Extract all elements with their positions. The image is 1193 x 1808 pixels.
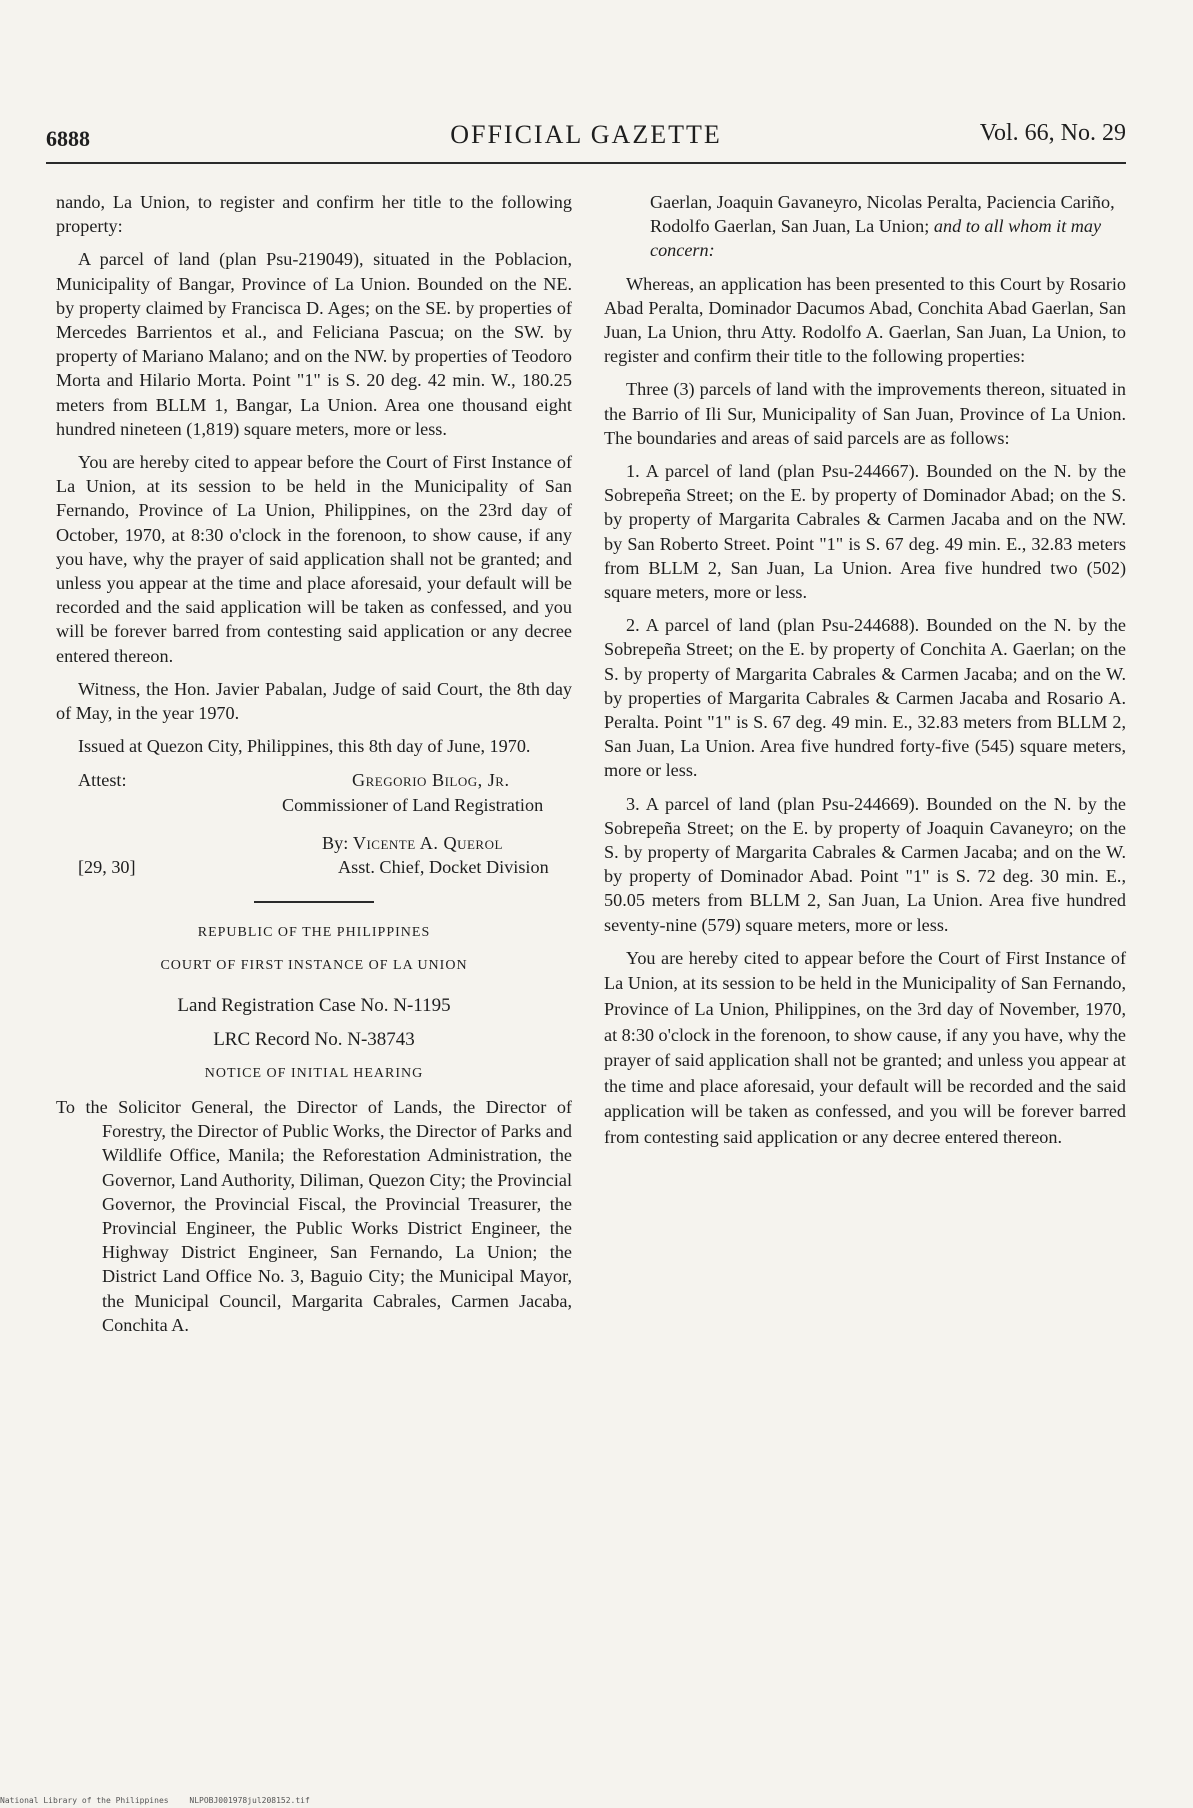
- attest-label: Attest:: [78, 770, 127, 791]
- addressees-names: Gaerlan, Joaquin Gavaneyro, Nicolas Peralta, Paciencia Cariño, Rodolfo Gaerlan, San Juan, La Union;: [650, 192, 1115, 237]
- addressees-continued: [604, 190, 1126, 263]
- paragraph-parcel-2: 2. A parcel of land (plan Psu-244688). Bounded on the N. by the Sobrepeña Street; on the E. by property of Conchita A. Gaerlan; on the S. by property of Margarita Cabrales & Carmen Jacaba; and on the W. by properties of Margarita Cabrales & Carmen Jacaba and Rosario A. Peralta. Point "1" is S. 67 deg. 49 min. E., 32.83 meters from BLLM 2, San Juan, La Union. Area five hundred forty-five (545) square meters, more or less.: [604, 615, 1126, 781]
- page-number: 6888: [46, 126, 90, 151]
- library-stamp: National Library of the Philippines: [0, 1796, 169, 1805]
- signer-1: [282, 768, 572, 816]
- attest-block: [56, 768, 572, 816]
- header-rule: [46, 162, 1126, 164]
- republic-caption: REPUBLIC OF THE PHILIPPINES: [197, 925, 431, 941]
- paragraph-issued: Issued at Quezon City, Philippines, this 8th day of June, 1970.: [78, 736, 531, 757]
- signer-1-name: Gregorio Bilog, Jr.: [352, 770, 510, 791]
- signer-2-name: Vicente A. Querol: [352, 832, 503, 853]
- by-prefix: By:: [322, 832, 349, 853]
- signer-1-title: Commissioner of Land Registration: [282, 794, 544, 815]
- signer-2: [282, 831, 572, 879]
- paragraph-parcels-intro: Three (3) parcels of land with the improvements thereon, situated in the Barrio of Ili Sur, Municipality of San Juan, Province of La Union. The boundaries and areas of said parcels are as follows:: [604, 379, 1126, 448]
- by-block: [56, 831, 572, 879]
- case-number: Land Registration Case No. N-1195: [177, 994, 451, 1016]
- file-stamp: NLPOBJ001978jul208152.tif: [189, 1796, 310, 1805]
- lrc-record: LRC Record No. N-38743: [213, 1028, 415, 1050]
- court-caption: COURT OF FIRST INSTANCE OF LA UNION: [160, 958, 468, 974]
- issue-reference: [29, 30]: [78, 856, 136, 877]
- paragraph-citation-2: You are hereby cited to appear before the Court of First Instance of La Union, at its session to be held in the Municipality of San Fernando, Province of La Union, Philippines, on the 3rd day of November, 1970, at 8:30 o'clock in the forenoon, to show cause, if any you have, why the prayer of said application shall not be granted; and unless you appear at the time and place aforesaid, your default will be recorded and the said application will be taken as confessed, and you will be forever barred from contesting said application or any decree entered thereon.: [604, 947, 1126, 1148]
- volume-issue: Vol. 66, No. 29: [979, 120, 1126, 146]
- notice-title: NOTICE OF INITIAL HEARING: [204, 1065, 424, 1081]
- paragraph-parcel-3: 3. A parcel of land (plan Psu-244669). Bounded on the N. by the Sobrepeña Street; on the E. by property of Joaquin Cavaneyro; on the S. by property of Margarita Cabrales & Carmen Jacaba; and on the W. by property of Dominador Abad. Point "1" is S. 72 deg. 30 min. E., 50.05 meters from BLLM 2, San Juan, La Union. Area five hundred seventy-nine (579) square meters, more or less.: [604, 793, 1126, 935]
- paragraph-parcel-1: 1. A parcel of land (plan Psu-244667). Bounded on the N. by the Sobrepeña Street; on the E. by property of Dominador Abad; on the S. by property of Margarita Cabrales & Carmen Jacaba and on the NW. by San Roberto Street. Point "1" is S. 67 deg. 49 min. E., 32.83 meters from BLLM 2, San Juan, La Union. Area five hundred two (502) square meters, more or less.: [604, 461, 1126, 603]
- paragraph-parcel: A parcel of land (plan Psu-219049), situated in the Poblacion, Municipality of Bangar, Province of La Union. Bounded on the NE. by property claimed by Francisca D. Ages; on the SE. by properties of Mercedes Barrientos et al., and Feliciana Pascua; on the SW. by property of Mariano Malano; and on the NW. by properties of Teodoro Morta and Hilario Morta. Point "1" is S. 20 deg. 42 min. W., 180.25 meters from BLLM 1, Bangar, La Union. Area one thousand eight hundred nineteen (1,819) square meters, more or less.: [56, 249, 572, 439]
- gazette-title: OFFICIAL GAZETTE: [450, 120, 722, 149]
- paragraph-whereas: Whereas, an application has been presented to this Court by Rosario Abad Peralta, Dominador Dacumos Abad, Conchita Abad Gaerlan, San Juan, La Union, thru Atty. Rodolfo A. Gaerlan, San Juan, La Union, to register and confirm their title to the following properties:: [604, 273, 1126, 367]
- addressees-tail: and to all whom it may concern:: [650, 216, 1102, 261]
- paragraph-citation: You are hereby cited to appear before the Court of First Instance of La Union, at its session to be held in the Municipality of San Fernando, Province of La Union, Philippines, on the 23rd day of October, 1970, at 8:30 o'clock in the forenoon, to show cause, if any you have, why the prayer of said application shall not be granted; and unless you appear at the time and place aforesaid, your default will be recorded and the said application will be taken as confessed, and you will be forever barred from contesting said application or any decree entered thereon.: [56, 452, 572, 666]
- scan-footer: [0, 1796, 326, 1805]
- paragraph-witness: Witness, the Hon. Javier Pabalan, Judge of said Court, the 8th day of May, in the year 1970.: [56, 678, 572, 724]
- paragraph: nando, La Union, to register and confirm her title to the following property:: [56, 192, 572, 237]
- right-column: [604, 190, 1126, 1160]
- page-header: [46, 112, 1126, 162]
- section-divider: [254, 901, 374, 903]
- signer-2-title: Asst. Chief, Docket Division: [338, 857, 549, 878]
- addressees: To the Solicitor General, the Director of Lands, the Director of Forestry, the Director of Public Works, the Director of Parks and Wildlife Office, Manila; the Reforestation Administration, the Governor, Land Authority, Diliman, Quezon City; the Provincial Governor, the Provincial Fiscal, the Provincial Treasurer, the Provincial Engineer, the Public Works District Engineer, the Highway District Engineer, San Fernando, La Union; the District Land Office No. 3, Baguio City; the Municipal Mayor, the Municipal Council, Margarita Cabrales, Carmen Jacaba, Conchita A.: [56, 1096, 572, 1335]
- left-column: [56, 190, 572, 1346]
